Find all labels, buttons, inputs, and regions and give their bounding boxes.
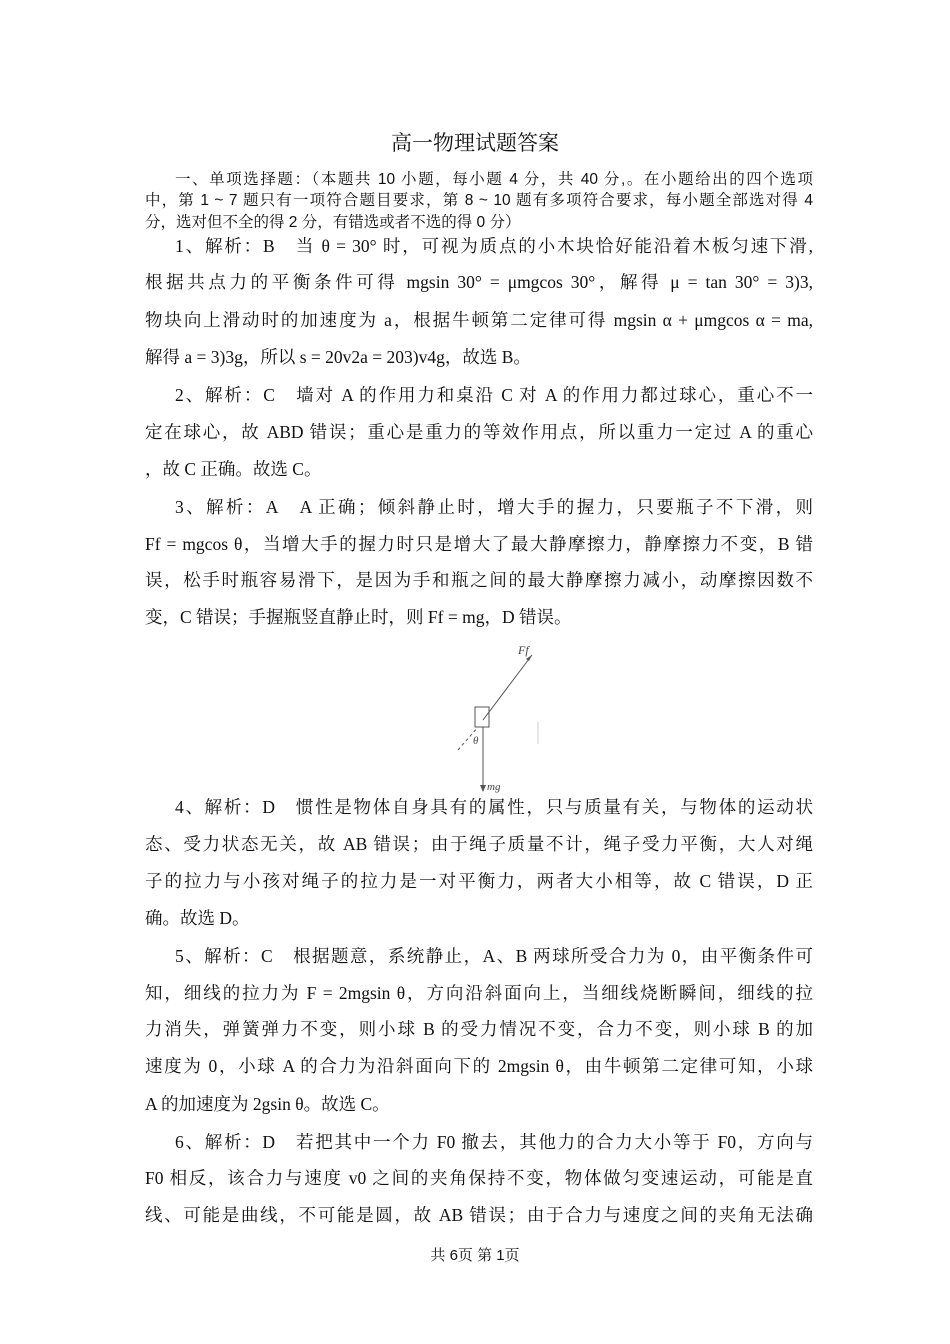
answer-2-line: ，故 C 正确。故选 C。 bbox=[145, 459, 322, 479]
answer-2-line: 定在球心，故 ABD 错误；重心是重力的等效作用点，所以重力一定过 A 的重心 bbox=[145, 422, 813, 442]
answer-5-line: A 的加速度为 2gsin θ。故选 C。 bbox=[145, 1094, 390, 1114]
answer-3-line: 变，C 错误；手握瓶竖直静止时，则 Ff = mg，D 错误。 bbox=[145, 607, 572, 627]
answer-6-line: 6、解析：D 若把其中一个力 F0 撤去，其他力的合力大小等于 F0，方向与 bbox=[175, 1132, 813, 1152]
answer-4-line: 4、解析：D 惯性是物体自身具有的属性，只与质量有关，与物体的运动状 bbox=[175, 797, 813, 817]
section-header-line: 分，选对但不全的得 2 分，有错选或者不选的得 0 分） bbox=[145, 214, 521, 231]
answer-1-line: 解得 a = 3)3g，所以 s = 20v2a = 203)v4g，故选 B。 bbox=[145, 347, 531, 367]
block-shape bbox=[475, 707, 489, 727]
section-header-line: 一、单项选择题：（本题共 10 小题，每小题 4 分，共 40 分,。在小题给出的四个选项 bbox=[175, 171, 813, 188]
answer-4-line: 确。故选 D。 bbox=[145, 908, 250, 928]
answer-2-line: 2、解析：C 墙对 A 的作用力和桌沿 C 对 A 的作用力都过球心，重心不一 bbox=[175, 385, 813, 405]
answer-3-line: 误，松手时瓶容易滑下，是因为手和瓶之间的最大静摩擦力减小，动摩擦因数不 bbox=[145, 570, 813, 590]
answer-5-line: 知，细线的拉力为 F = 2mgsin θ，方向沿斜面向上，当细线烧断瞬间，细线的拉 bbox=[145, 983, 813, 1003]
weight-label: mg bbox=[487, 781, 501, 793]
answer-5-line: 5、解析：C 根据题意，系统静止，A、B 两球所受合力为 0，由平衡条件可 bbox=[175, 946, 813, 966]
force-label: Ff bbox=[518, 643, 529, 657]
answer-3-line: 3、解析：A A 正确；倾斜静止时，增大手的握力，只要瓶子不下滑，则 bbox=[175, 497, 813, 517]
answer-5-line: 速度为 0，小球 A 的合力为沿斜面向下的 2mgsin θ，由牛顿第二定律可知，小球 bbox=[145, 1056, 813, 1076]
friction-force-arrow bbox=[483, 655, 532, 720]
answer-6-line: F0 相反，该合力与速度 v0 之间的夹角保持不变，物体做匀变速运动，可能是直 bbox=[145, 1168, 813, 1188]
answer-5-line: 力消失，弹簧弹力不变，则小球 B 的受力情况不变，合力不变，则小球 B 的加 bbox=[145, 1019, 813, 1039]
force-diagram bbox=[440, 640, 560, 800]
answer-1-line: 根据共点力的平衡条件可得 mgsin 30° = μmgcos 30°，解得 μ = tan 30° = 3)3, bbox=[145, 272, 813, 292]
answer-4-line: 态、受力状态无关，故 AB 错误；由于绳子质量不计，绳子受力平衡，大人对绳 bbox=[145, 834, 813, 854]
answer-4-line: 子的拉力与小孩对绳子的拉力是一对平衡力，两者大小相等，故 C 错误，D 正 bbox=[145, 871, 813, 891]
page-footer: 共 6页 第 1页 bbox=[430, 1247, 520, 1264]
page-title: 高一物理试题答案 bbox=[391, 132, 559, 155]
section-header-line: 中，第 1 ~ 7 题只有一项符合题目要求，第 8 ~ 10 题有多项符合要求，每小题全部选对得 4 bbox=[145, 192, 813, 209]
answer-3-line: Ff = mgcos θ，当增大手的握力时只是增大了最大静摩擦力，静摩擦力不变，B 错 bbox=[145, 534, 813, 554]
answer-6-line: 线、可能是曲线，不可能是圆，故 AB 错误；由于合力与速度之间的夹角无法确 bbox=[145, 1205, 813, 1225]
answer-1-line: 1、解析：B 当 θ = 30° 时，可视为质点的小木块恰好能沿着木板匀速下滑, bbox=[175, 236, 813, 256]
angle-label: θ bbox=[473, 735, 479, 747]
answer-1-line: 物块向上滑动时的加速度为 a，根据牛顿第二定律可得 mgsin α + μmgcos α = ma, bbox=[145, 310, 813, 330]
